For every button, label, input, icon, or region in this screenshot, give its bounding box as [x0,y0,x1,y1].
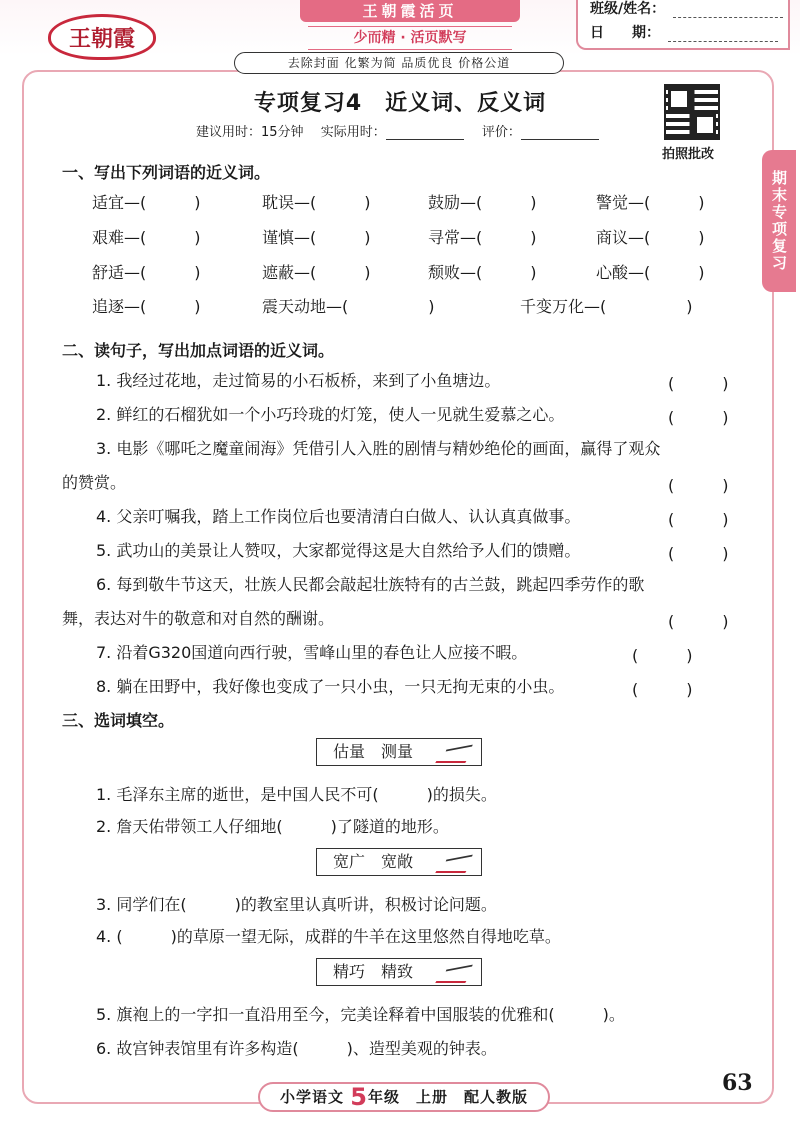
word-choice-text: 宽广 宽敞 [333,852,414,871]
fill-question-6: 6. 故宫钟表馆里有许多构造( )、造型美观的钟表。 [96,1039,497,1058]
word-item: 商议—( ) [596,228,705,247]
class-label: 班级/姓名： [590,1,666,17]
word-choice-box [316,738,482,766]
score-label: 评价： [481,125,521,140]
word-item: 舒适—( ) [92,263,201,282]
sentence-6: 6. 每到敬牛节这天，壮族人民都会敲起壮族特有的古兰鼓，跳起四季劳作的歌 [96,575,645,594]
fill-question-1: 1. 毛泽东主席的逝世，是中国人民不可( )的损失。 [96,785,497,804]
page-number: 63 [722,1070,753,1096]
logo-text: 王朝霞 [68,25,135,52]
word-item: 千变万化—( ) [520,297,693,316]
word-item: 心酸—( ) [596,263,705,282]
word-choice-box [316,848,482,876]
pen-icon [435,853,477,873]
section3-heading: 三、选词填空。 [62,711,175,730]
date-line[interactable] [668,27,778,42]
word-item: 震天动地—( ) [262,297,435,316]
slogan: 去除封面 化繁为简 品质优良 价格公道 [234,52,564,74]
score-line[interactable] [521,127,599,140]
footer-grade-text: 年级 上册 配人教版 [367,1088,528,1106]
pen-icon [435,963,477,983]
publisher-logo [48,14,156,60]
word-choice-box [316,958,482,986]
class-name-row [590,0,783,18]
class-line[interactable] [673,3,783,18]
word-choice-text: 估量 测量 [333,742,414,761]
word-item: 寻常—( ) [428,228,537,247]
sentence-3: 3. 电影《哪吒之魔童闹海》凭借引人入胜的剧情与精妙绝伦的画面，赢得了观众 [96,439,661,458]
qr-label: 拍照批改 [662,147,715,162]
word-choice-text: 精巧 精致 [333,962,414,981]
word-item: 颓败—( ) [428,263,537,282]
answer-paren[interactable]: ( ) [668,544,729,563]
footer-grade-number: 5 [350,1083,368,1111]
word-item: 遮蔽—( ) [262,263,371,282]
answer-paren[interactable]: ( ) [632,646,693,665]
section1-heading: 一、写出下列词语的近义词。 [62,163,271,182]
fill-question-5: 5. 旗袍上的一字扣一直沿用至今，完美诠释着中国服装的优雅和( )。 [96,1005,625,1024]
answer-paren[interactable]: ( ) [668,612,729,631]
student-info-box [576,0,790,50]
footer-badge [258,1082,550,1112]
time-info [196,121,613,140]
fill-question-2: 2. 詹天佑带领工人仔细地( )了隧道的地形。 [96,817,449,836]
date-row [590,22,778,42]
sentence-7: 7. 沿着G320国道向西行驶，雪峰山里的春色让人应接不暇。 [96,643,528,662]
word-item: 谨慎—( ) [262,228,371,247]
brand-title: 王朝霞活页 [300,0,520,22]
word-item: 适宜—( ) [92,193,201,212]
side-tab: 期末专项复习 [762,150,796,292]
answer-paren[interactable]: ( ) [632,680,693,699]
footer-subject: 小学语文 [280,1088,345,1106]
word-item: 鼓励—( ) [428,193,537,212]
pen-icon [435,743,477,763]
actual-time-line[interactable] [386,127,464,140]
word-item: 耽误—( ) [262,193,371,212]
sentence-1: 1. 我经过花地，走过简易的小石板桥，来到了小鱼塘边。 [96,371,501,390]
fill-question-3: 3. 同学们在( )的教室里认真听讲，积极讨论问题。 [96,895,497,914]
page-title: 专项复习4 近义词、反义词 [253,91,547,116]
word-item: 追逐—( ) [92,297,201,316]
sentence-4: 4. 父亲叮嘱我，踏上工作岗位后也要清清白白做人、认认真真做事。 [96,507,581,526]
sentence-3-cont: 的赞赏。 [62,473,127,492]
sentence-5: 5. 武功山的美景让人赞叹，大家都觉得这是大自然给予人们的馈赠。 [96,541,581,560]
suggested-time: 建议用时：15分钟 [196,125,304,140]
answer-paren[interactable]: ( ) [668,476,729,495]
actual-time-label: 实际用时： [320,125,386,140]
answer-paren[interactable]: ( ) [668,408,729,427]
answer-paren[interactable]: ( ) [668,510,729,529]
word-item: 警觉—( ) [596,193,705,212]
sentence-6-cont: 舞，表达对牛的敬意和对自然的酬谢。 [62,609,335,628]
qr-code-icon[interactable] [664,84,720,140]
sentence-8: 8. 躺在田野中，我好像也变成了一只小虫，一只无拘无束的小虫。 [96,677,565,696]
section2-heading: 二、读句子，写出加点词语的近义词。 [62,341,335,360]
date-label: 日 期： [590,25,660,41]
sentence-2: 2. 鲜红的石榴犹如一个小巧玲珑的灯笼，使人一见就生爱慕之心。 [96,405,565,424]
answer-paren[interactable]: ( ) [668,374,729,393]
word-item: 艰难—( ) [92,228,201,247]
fill-question-4: 4. ( )的草原一望无际，成群的牛羊在这里悠然自得地吃草。 [96,927,561,946]
brand-subtitle: 少而精 · 活页默写 [308,26,512,50]
